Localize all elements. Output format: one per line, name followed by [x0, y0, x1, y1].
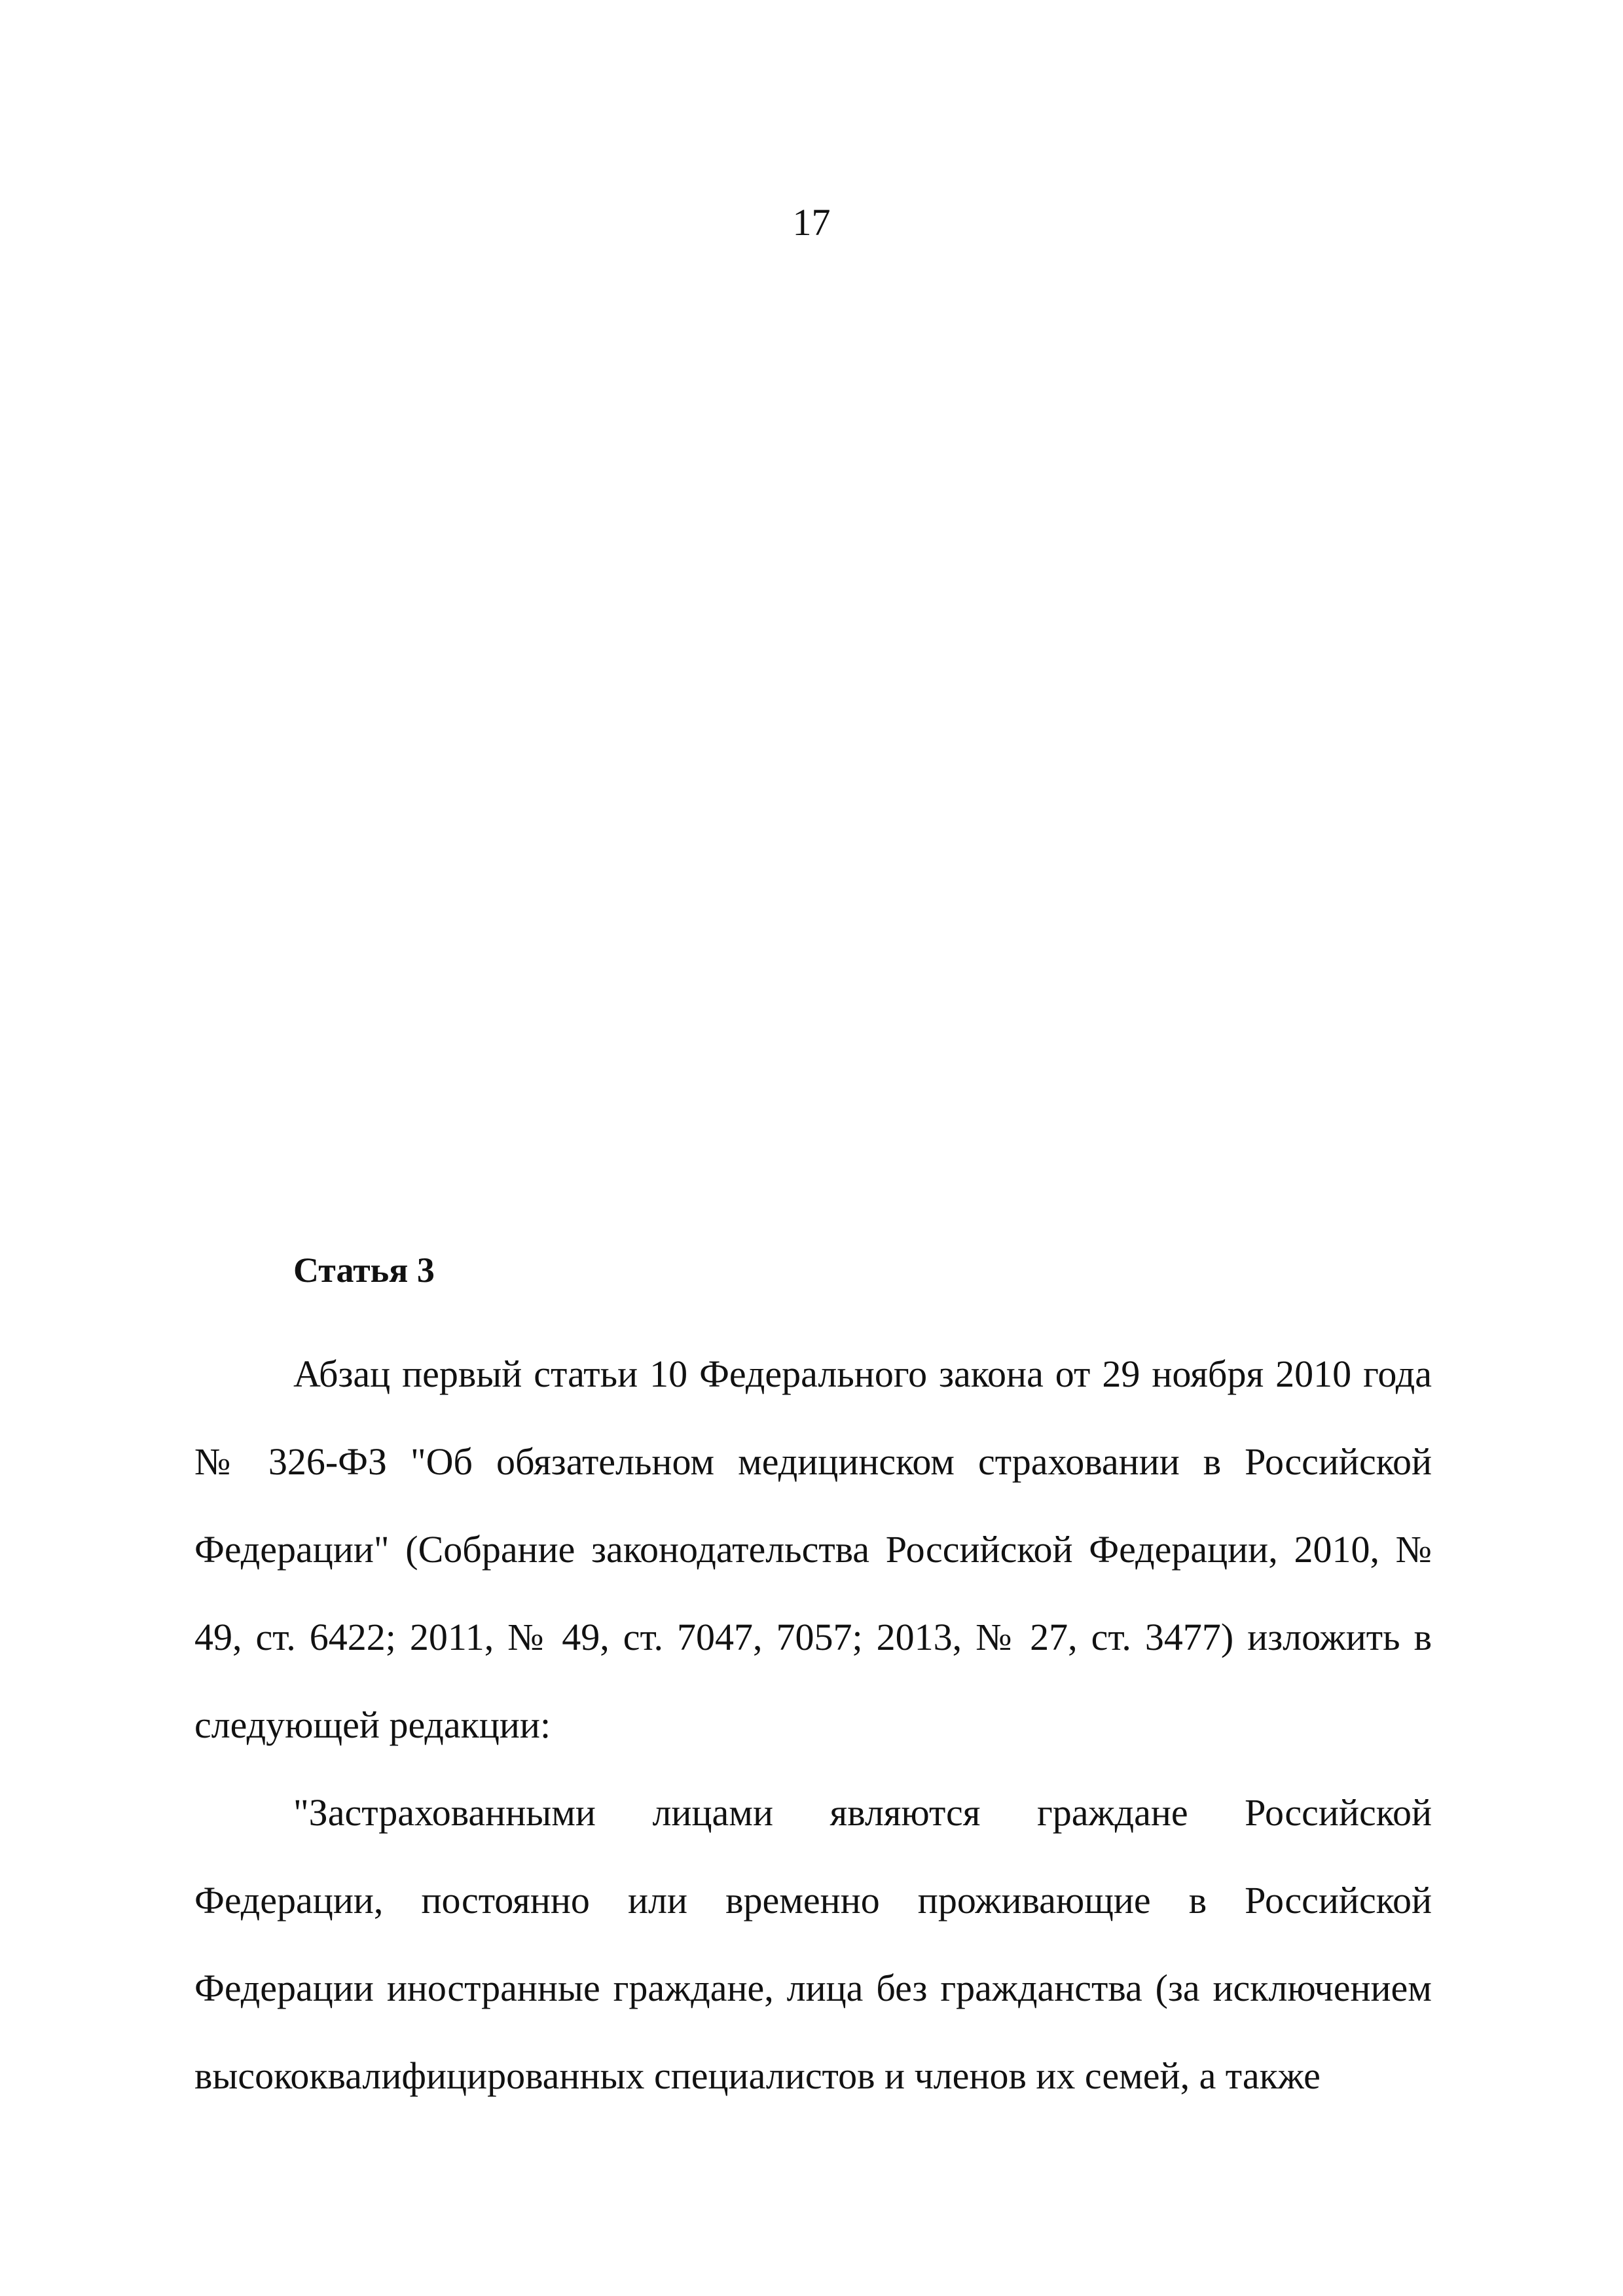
page-number: 17 [792, 201, 831, 244]
article-paragraph-1: Абзац первый статьи 10 Федерального закона от 29 ноября 2010 года № 326-ФЗ "Об обязательном медицинском страховании в Российской Федерации" (Собрание законодательства Российской Федерации, 2010, № 49, ст. 6422; 2011, № 49, ст. 7047, 7057; 2013, № 27, ст. 3477) изложить в следующей редакции: [194, 1353, 1432, 1746]
article-paragraph-2: "Застрахованными лицами являются граждане Российской Федерации, постоянно или временно проживающие в Российской Федерации иностранные граждане, лица без гражданства (за исключением высококвалифицированных специалистов и членов их семей, а также [194, 1791, 1432, 2097]
article-heading: Статья 3 [293, 1250, 435, 1290]
article-3 [194, 1244, 1432, 2120]
